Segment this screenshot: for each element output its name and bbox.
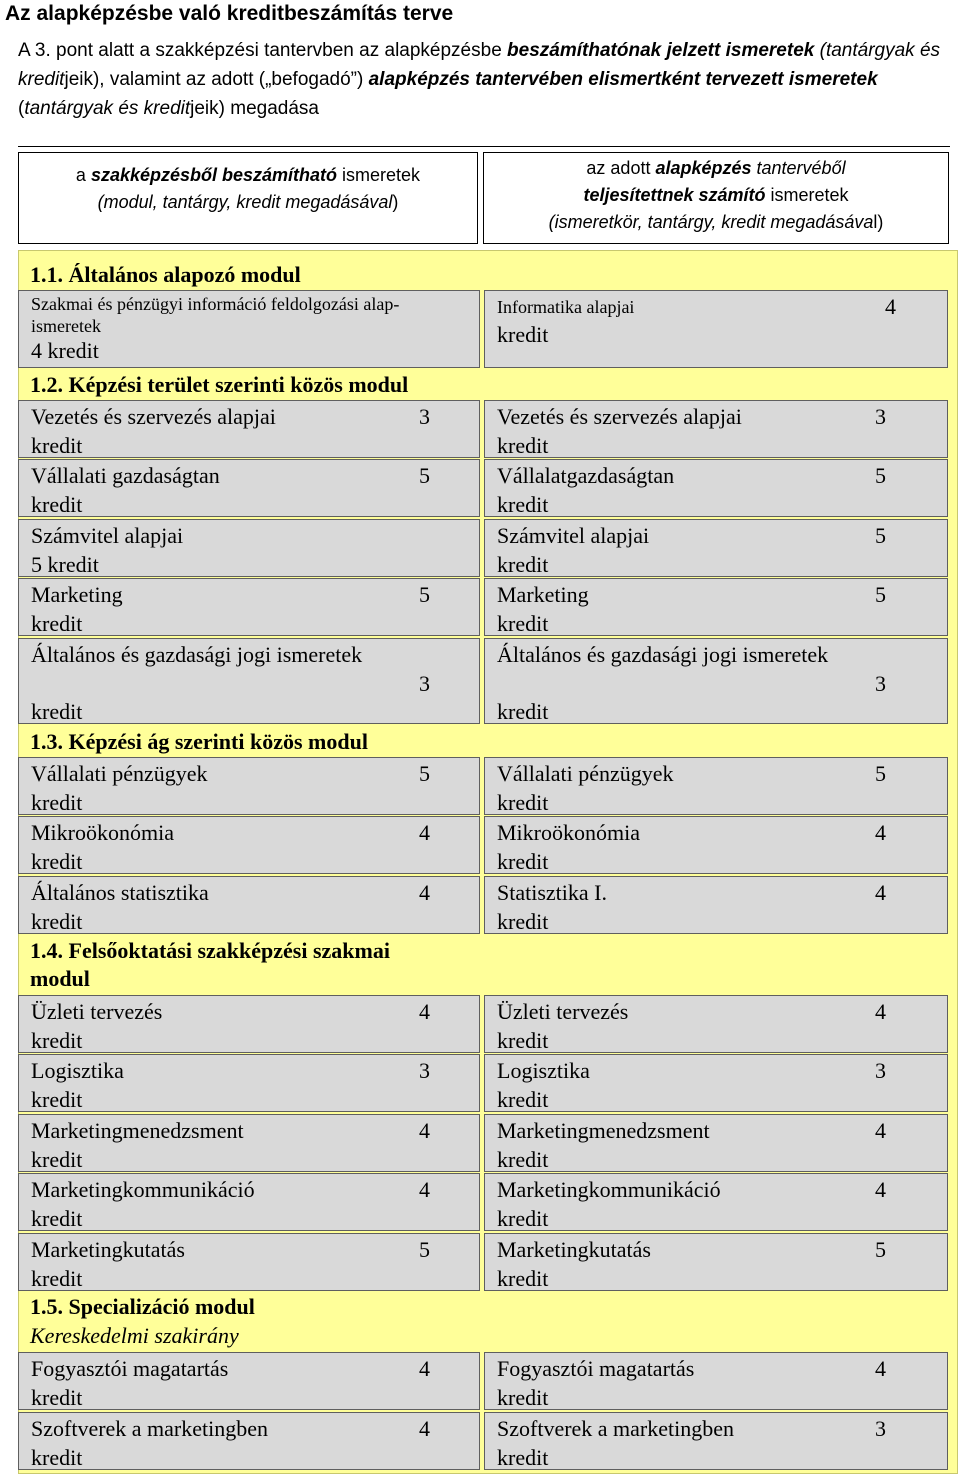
header-right-text-f: (ismeretkör, tantárgy, kredit megadásáva	[548, 212, 874, 232]
header-right	[483, 152, 949, 244]
credit-unit: kredit	[497, 1028, 549, 1053]
credit-number: 4	[419, 1356, 430, 1381]
credit-number: 5	[419, 1237, 430, 1262]
credit-unit: kredit	[31, 1266, 83, 1291]
subject-name: Mikroökonómia	[497, 820, 640, 845]
intro-text-7: tantárgyak és kredit	[24, 98, 191, 119]
left-subject-cell	[18, 1233, 480, 1291]
credit-number: 4	[419, 999, 430, 1024]
module-1-left-cell	[18, 290, 480, 368]
header-left-text-d: (modul, tantárgy, kredit megadásával	[97, 192, 393, 212]
credit-unit: kredit	[497, 699, 549, 724]
credit-number: 5	[875, 463, 886, 488]
subject-name: Vállalati gazdaságtan	[31, 463, 220, 488]
header-left-text-e: )	[392, 192, 399, 212]
right-subject-cell	[484, 578, 948, 636]
module-1-right-num: 4	[885, 294, 896, 319]
subject-name: Marketing	[31, 582, 123, 607]
credit-number: 4	[875, 1177, 886, 1202]
credit-number: 3	[419, 1058, 430, 1083]
subject-name: Vállalati pénzügyek	[497, 761, 674, 786]
module-1-right-name: Informatika alapjai	[497, 297, 635, 317]
module-1-right-cell	[484, 290, 948, 368]
credit-number: 4	[419, 1118, 430, 1143]
credit-number: 4	[419, 880, 430, 905]
module-title: 1.5. Specializáció modul	[30, 1294, 255, 1319]
left-subject-cell	[18, 876, 480, 934]
module-1-left-line2: ismeretek	[31, 316, 101, 336]
credit-number: 4	[875, 820, 886, 845]
left-subject-cell	[18, 459, 480, 517]
credit-number: 3	[419, 404, 430, 429]
credit-unit: kredit	[31, 849, 83, 874]
subject-name: Fogyasztói magatartás	[31, 1356, 229, 1381]
left-subject-cell	[18, 578, 480, 636]
left-subject-cell	[18, 816, 480, 874]
subject-name: Szoftverek a marketingben	[497, 1416, 735, 1441]
credit-unit: kredit	[497, 1385, 549, 1410]
left-subject-cell	[18, 519, 480, 577]
module-title: 1.3. Képzési ág szerinti közös modul	[30, 729, 368, 754]
intro-text-4: jeik), valamint az adott („befogadó”)	[64, 69, 369, 90]
subject-name: Üzleti tervezés	[497, 999, 629, 1024]
credit-unit: kredit	[31, 1385, 83, 1410]
header-left	[18, 152, 478, 244]
right-subject-cell	[484, 459, 948, 517]
credit-number: 5	[875, 523, 886, 548]
credit-unit: kredit	[31, 790, 83, 815]
credit-number: 4	[875, 1118, 886, 1143]
credit-unit: kredit	[31, 909, 83, 934]
intro-text-3: (tantárgyak és kredit	[18, 40, 941, 90]
credit-unit: 5 kredit	[31, 552, 99, 577]
subject-name: Statisztika I.	[497, 880, 607, 905]
credit-unit: kredit	[497, 909, 549, 934]
subject-name: Szoftverek a marketingben	[31, 1416, 269, 1441]
header-right-text-d: teljesítettnek számító	[583, 185, 766, 205]
subject-name: Marketingkutatás	[497, 1237, 651, 1262]
credit-unit: kredit	[31, 1028, 83, 1053]
credit-unit: kredit	[31, 433, 83, 458]
intro-text-8: jeik) megadása	[190, 98, 319, 119]
credit-unit: kredit	[31, 1147, 83, 1172]
credit-number: 3	[875, 404, 886, 429]
right-subject-cell	[484, 876, 948, 934]
subject-name: Marketing	[497, 582, 589, 607]
credit-unit: kredit	[31, 699, 83, 724]
credit-unit: kredit	[497, 611, 549, 636]
credit-unit: kredit	[31, 611, 83, 636]
credit-number: 4	[875, 999, 886, 1024]
intro-text-2: beszámíthatónak jelzett ismeretek	[507, 40, 815, 61]
right-subject-cell	[484, 1114, 948, 1172]
right-subject-cell	[484, 1054, 948, 1112]
module-1-right-unit: kredit	[497, 322, 549, 347]
credit-unit: kredit	[497, 849, 549, 874]
left-subject-cell	[18, 1054, 480, 1112]
left-subject-cell	[18, 400, 480, 458]
subject-name: Marketingmenedzsment	[31, 1118, 244, 1143]
intro-text-1: A 3. pont alatt a szakképzési tantervben az alapképzésbe	[18, 40, 508, 61]
right-subject-cell	[484, 638, 948, 724]
credit-unit: kredit	[497, 552, 549, 577]
subject-name: Általános és gazdasági jogi ismeretek	[31, 642, 363, 667]
credit-unit: kredit	[497, 433, 549, 458]
subject-name: Vállalatgazdaságtan	[497, 463, 675, 488]
module-title: 1.2. Képzési terület szerinti közös modul	[30, 372, 409, 397]
right-subject-cell	[484, 816, 948, 874]
subject-name: Marketingkommunikáció	[31, 1177, 255, 1202]
credit-unit: kredit	[497, 1206, 549, 1231]
specialization-subtitle: Kereskedelmi szakirány	[30, 1323, 239, 1348]
credit-number: 3	[875, 1058, 886, 1083]
credit-number: 5	[419, 761, 430, 786]
right-subject-cell	[484, 1173, 948, 1231]
module-1-left-line1: Szakmai és pénzügyi információ feldolgozási alap-	[31, 294, 400, 314]
credit-number: 3	[419, 671, 430, 696]
credit-number: 5	[875, 582, 886, 607]
subject-name: Üzleti tervezés	[31, 999, 163, 1024]
subject-name: Fogyasztói magatartás	[497, 1356, 695, 1381]
intro-text-5: alapképzés tantervében elismertként tervezett ismeretek	[368, 69, 878, 90]
module-title: 1.1. Általános alapozó modul	[30, 262, 301, 287]
credit-number: 3	[875, 671, 886, 696]
subject-name: Számvitel alapjai	[497, 523, 650, 548]
credit-unit: kredit	[497, 790, 549, 815]
header-right-text-c: tantervéből	[751, 158, 846, 178]
right-subject-cell	[484, 757, 948, 815]
subject-name: Mikroökonómia	[31, 820, 174, 845]
credit-number: 5	[419, 463, 430, 488]
header-left-text-a: a	[75, 165, 91, 185]
header-right-text-a: az adott	[586, 158, 656, 178]
subject-name: Logisztika	[31, 1058, 124, 1083]
module-title	[18, 936, 480, 994]
subject-name: Vezetés és szervezés alapjai	[31, 404, 276, 429]
credit-unit: kredit	[31, 492, 83, 517]
left-subject-cell	[18, 995, 480, 1053]
left-subject-cell	[18, 1352, 480, 1410]
subject-name: Logisztika	[497, 1058, 590, 1083]
credit-unit: kredit	[497, 1087, 549, 1112]
credit-number: 4	[419, 1177, 430, 1202]
credit-unit: kredit	[31, 1087, 83, 1112]
left-subject-cell	[18, 757, 480, 815]
credit-number: 4	[875, 880, 886, 905]
right-subject-cell	[484, 1352, 948, 1410]
left-subject-cell	[18, 1412, 480, 1470]
left-subject-cell	[18, 1114, 480, 1172]
subject-name: Vezetés és szervezés alapjai	[497, 404, 742, 429]
credit-unit: kredit	[497, 1147, 549, 1172]
header-left-text-b: szakképzésből beszámítható	[90, 165, 338, 185]
right-subject-cell	[484, 519, 948, 577]
credit-unit: kredit	[31, 1206, 83, 1231]
right-subject-cell	[484, 1412, 948, 1470]
credit-unit: kredit	[497, 1445, 549, 1470]
intro-text-6: (	[18, 98, 25, 119]
right-subject-cell	[484, 400, 948, 458]
credit-number: 5	[875, 761, 886, 786]
credit-unit: kredit	[497, 1266, 549, 1291]
subject-name: Vállalati pénzügyek	[31, 761, 208, 786]
credit-number: 4	[875, 1356, 886, 1381]
right-subject-cell	[484, 995, 948, 1053]
right-subject-cell	[484, 1233, 948, 1291]
header-right-text-g: l)	[873, 212, 884, 232]
header-right-text-e: ismeretek	[765, 185, 849, 205]
subject-name: Általános statisztika	[31, 880, 209, 905]
credit-number: 4	[419, 1416, 430, 1441]
left-subject-cell	[18, 638, 480, 724]
credit-number: 5	[875, 1237, 886, 1262]
header-left-text-c: ismeretek	[337, 165, 421, 185]
intro-paragraph	[18, 36, 958, 123]
module-title-line2: modul	[30, 966, 90, 991]
subject-name: Marketingkutatás	[31, 1237, 185, 1262]
module-1-left-credit: 4 kredit	[31, 338, 99, 363]
credit-unit: kredit	[31, 1445, 83, 1470]
header-right-text-b: alapképzés	[655, 158, 752, 178]
subject-name: Számvitel alapjai	[31, 523, 184, 548]
subject-name: Általános és gazdasági jogi ismeretek	[497, 642, 829, 667]
left-subject-cell	[18, 1173, 480, 1231]
document-title: Az alapképzésbe való kreditbeszámítás terve	[5, 2, 454, 25]
credit-unit: kredit	[497, 492, 549, 517]
credit-number: 4	[419, 820, 430, 845]
credit-number: 3	[875, 1416, 886, 1441]
subject-name: Marketingkommunikáció	[497, 1177, 721, 1202]
credit-number: 5	[419, 582, 430, 607]
subject-name: Marketingmenedzsment	[497, 1118, 710, 1143]
divider-line	[18, 146, 950, 147]
module-title-line1: 1.4. Felsőoktatási szakképzési szakmai	[30, 938, 390, 963]
